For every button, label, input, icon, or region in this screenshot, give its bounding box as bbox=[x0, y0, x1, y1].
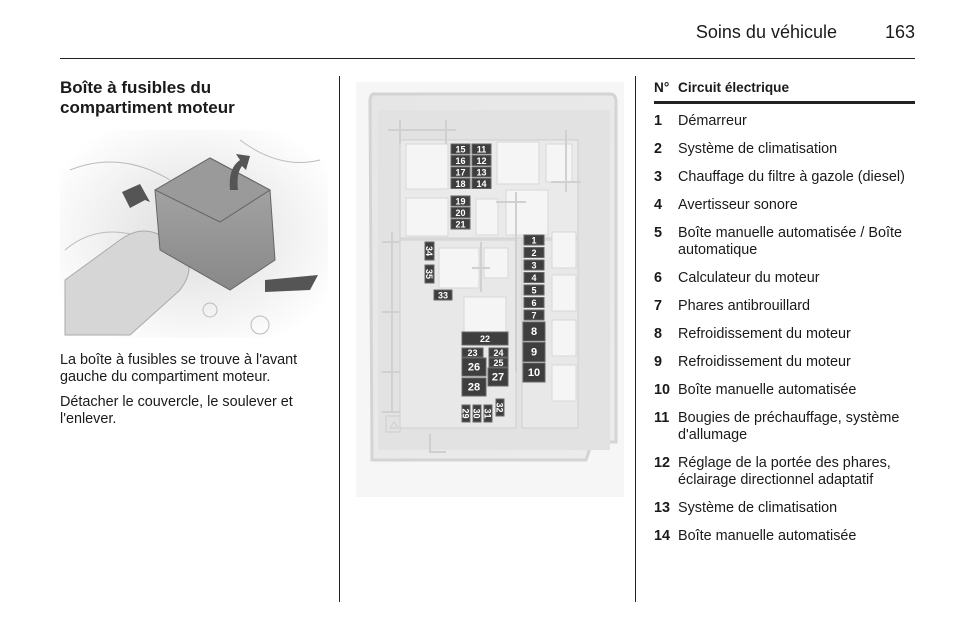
table-row bbox=[654, 455, 915, 489]
fuse-label: 26 bbox=[467, 361, 481, 374]
table-row bbox=[654, 500, 915, 517]
fuse-number: 8 bbox=[654, 326, 663, 342]
fuse-label: 6 bbox=[531, 298, 537, 308]
fuse-number: 1 bbox=[654, 113, 663, 129]
fuse-label: 29 bbox=[460, 408, 471, 419]
fuse-label: 11 bbox=[476, 144, 487, 155]
fuse-label: 9 bbox=[530, 346, 538, 359]
column-header-circuit: Circuit électrique bbox=[678, 80, 790, 95]
fuse-box-illustration bbox=[60, 130, 328, 338]
fuse-label: 3 bbox=[531, 260, 537, 271]
fuse-label: 24 bbox=[493, 348, 504, 358]
circuit-description: Démarreur bbox=[678, 113, 747, 129]
fuse-label: 25 bbox=[493, 358, 504, 368]
circuit-description: Réglage de la portée des phares, éclairage directionnel adaptatif bbox=[678, 455, 891, 488]
fuse-number: 5 bbox=[654, 225, 663, 241]
fuse-number: 13 bbox=[654, 500, 671, 516]
fuse-label: 22 bbox=[479, 334, 491, 344]
fuse-label: 30 bbox=[471, 408, 482, 419]
fuse-label: 31 bbox=[482, 408, 493, 419]
circuit-description: Refroidissement du moteur bbox=[678, 326, 851, 342]
fuse-label: 5 bbox=[531, 285, 537, 296]
fuse-label: 16 bbox=[455, 156, 466, 166]
fuse-label: 18 bbox=[455, 179, 466, 189]
fuse-number: 4 bbox=[654, 197, 663, 213]
fuse-label: 34 bbox=[424, 245, 434, 257]
fuse-label: 27 bbox=[491, 371, 505, 384]
table-header bbox=[654, 80, 915, 104]
column-header-number: N° bbox=[654, 80, 670, 95]
fuse-label: 12 bbox=[476, 156, 487, 166]
section-title: Soins du véhicule bbox=[695, 22, 837, 42]
fuse-label: 13 bbox=[476, 167, 487, 178]
fuse-number: 10 bbox=[654, 382, 671, 398]
fuse-label: 21 bbox=[455, 219, 466, 230]
left-column bbox=[60, 78, 328, 427]
table-row bbox=[654, 197, 915, 214]
paragraph-location: La boîte à fusibles se trouve à l'avant gauche du compartiment moteur. bbox=[60, 352, 298, 385]
fuse-label: 19 bbox=[455, 196, 466, 207]
table-row bbox=[654, 382, 915, 399]
column-divider bbox=[635, 76, 636, 602]
fuse-label: 33 bbox=[437, 290, 449, 301]
fuse-label: 15 bbox=[455, 144, 466, 155]
fuse-label: 32 bbox=[494, 402, 505, 413]
table-row bbox=[654, 113, 915, 130]
table-row bbox=[654, 410, 915, 444]
fuse-label: 2 bbox=[531, 248, 537, 258]
paragraph-instructions: Détacher le couvercle, le soulever et l'enlever. bbox=[60, 394, 293, 427]
fuse-number: 14 bbox=[654, 528, 671, 544]
fuse-box-diagram bbox=[356, 82, 624, 497]
fuse-label: 7 bbox=[531, 310, 537, 321]
circuit-description: Refroidissement du moteur bbox=[678, 354, 851, 370]
fuse-label: 1 bbox=[531, 235, 537, 246]
fuse-label: 35 bbox=[424, 268, 434, 280]
fuse-label: 23 bbox=[467, 348, 478, 358]
fuse-number: 7 bbox=[654, 298, 663, 314]
circuit-description: Boîte manuelle automatisée / Boîte automatique bbox=[678, 225, 902, 258]
circuit-description: Phares antibrouillard bbox=[678, 298, 810, 314]
fuse-number: 6 bbox=[654, 270, 663, 286]
fuse-label: 8 bbox=[530, 326, 538, 338]
circuit-description: Boîte manuelle automatisée bbox=[678, 528, 857, 544]
fuse-label: 20 bbox=[455, 208, 466, 218]
fuse-number: 9 bbox=[654, 354, 663, 370]
fuse-table bbox=[654, 80, 915, 545]
fuse-label: 10 bbox=[527, 367, 541, 379]
fuse-number: 3 bbox=[654, 169, 663, 185]
table-row bbox=[654, 141, 915, 158]
table-row bbox=[654, 225, 915, 259]
section-heading: Boîte à fusibles du compartiment moteur bbox=[60, 78, 235, 117]
fuse-label: 4 bbox=[531, 273, 537, 283]
circuit-description: Système de climatisation bbox=[678, 500, 838, 516]
fuse-label: 28 bbox=[467, 381, 481, 394]
circuit-description: Bougies de préchauffage, système d'allumage bbox=[678, 410, 900, 443]
table-row bbox=[654, 169, 915, 186]
table-row bbox=[654, 528, 915, 545]
table-row bbox=[654, 270, 915, 287]
circuit-description: Chauffage du filtre à gazole (diesel) bbox=[678, 169, 905, 185]
table-row bbox=[654, 354, 915, 371]
fuse-label: 17 bbox=[455, 167, 466, 178]
column-divider bbox=[339, 76, 340, 602]
circuit-description: Avertisseur sonore bbox=[678, 197, 798, 213]
circuit-description: Système de climatisation bbox=[678, 141, 838, 157]
table-row bbox=[654, 326, 915, 343]
fuse-number: 2 bbox=[654, 141, 663, 157]
page-number: 163 bbox=[884, 22, 915, 42]
circuit-description: Boîte manuelle automatisée bbox=[678, 382, 857, 398]
fuse-label: 14 bbox=[476, 179, 487, 189]
fuse-number: 12 bbox=[654, 455, 671, 471]
fuse-number: 11 bbox=[654, 410, 670, 426]
page-header bbox=[60, 20, 915, 59]
table-row bbox=[654, 298, 915, 315]
circuit-description: Calculateur du moteur bbox=[678, 270, 820, 286]
